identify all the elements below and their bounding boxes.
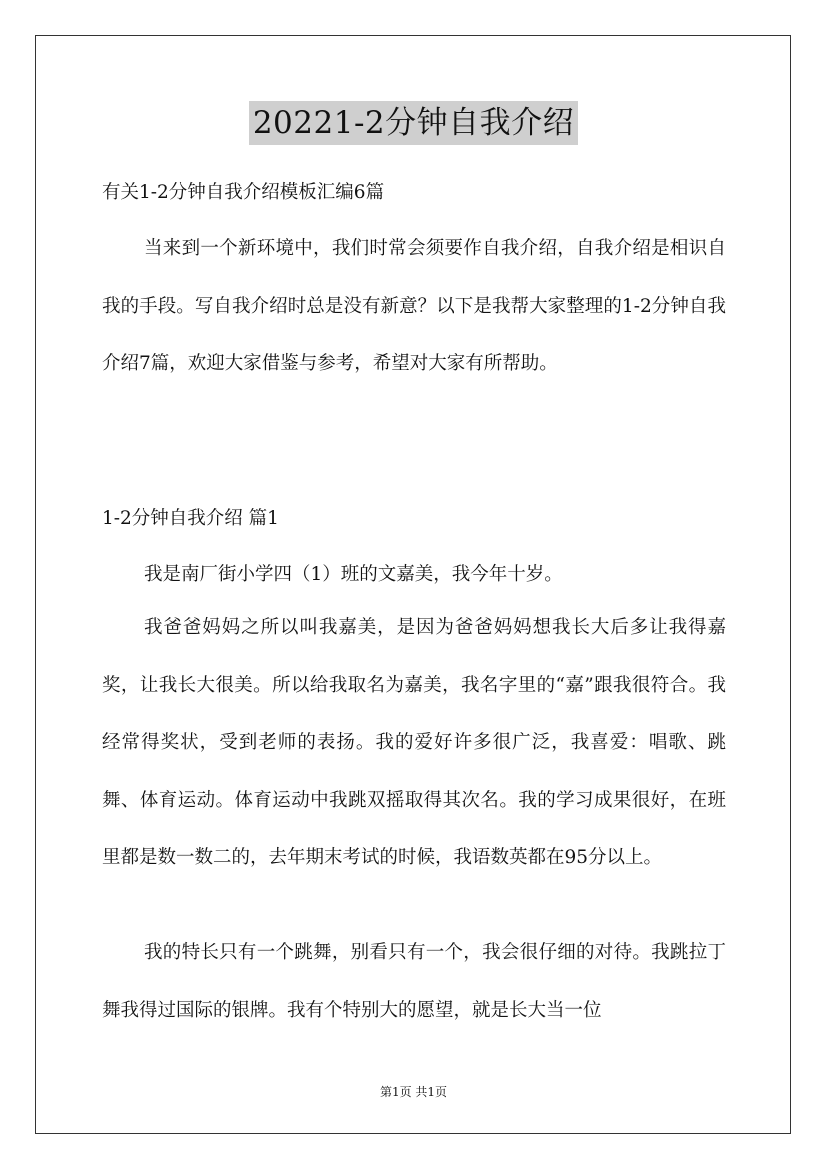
body-paragraph-1: 我是南厂街小学四（1）班的文嘉美，我今年十岁。 [144,564,563,585]
title-container [0,101,827,145]
document-title: 20221-2分钟自我介绍 [249,101,578,145]
intro-paragraph: 当来到一个新环境中，我们时常会须要作自我介绍，自我介绍是相识自我的手段。写自我介绍时总是没有新意？以下是我帮大家整理的1-2分钟自我介绍7篇，欢迎大家借鉴与参考，希望对大家有所帮助。 [102,238,726,374]
body-paragraph-2: 我爸爸妈妈之所以叫我嘉美，是因为爸爸妈妈想我长大后多让我得嘉奖，让我长大很美。所以给我取名为嘉美，我名字里的“嘉”跟我很符合。我经常得奖状，受到老师的表扬。我的爱好许多很广泛，我喜爱：唱歌、跳舞、体育运动。体育运动中我跳双摇取得其次名。我的学习成果很好，在班里都是数一数二的，去年期末考试的时候，我语数英都在95分以上。 [102,617,726,868]
page-footer: 第1页 共1页 [379,1085,448,1099]
document-subtitle: 有关1-2分钟自我介绍模板汇编6篇 [102,182,385,203]
body-paragraph-3: 我的特长只有一个跳舞，别看只有一个，我会很仔细的对待。我跳拉丁舞我得过国际的银牌。我有个特别大的愿望，就是长大当一位 [102,942,726,1021]
section-heading: 1-2分钟自我介绍 篇1 [102,508,279,529]
